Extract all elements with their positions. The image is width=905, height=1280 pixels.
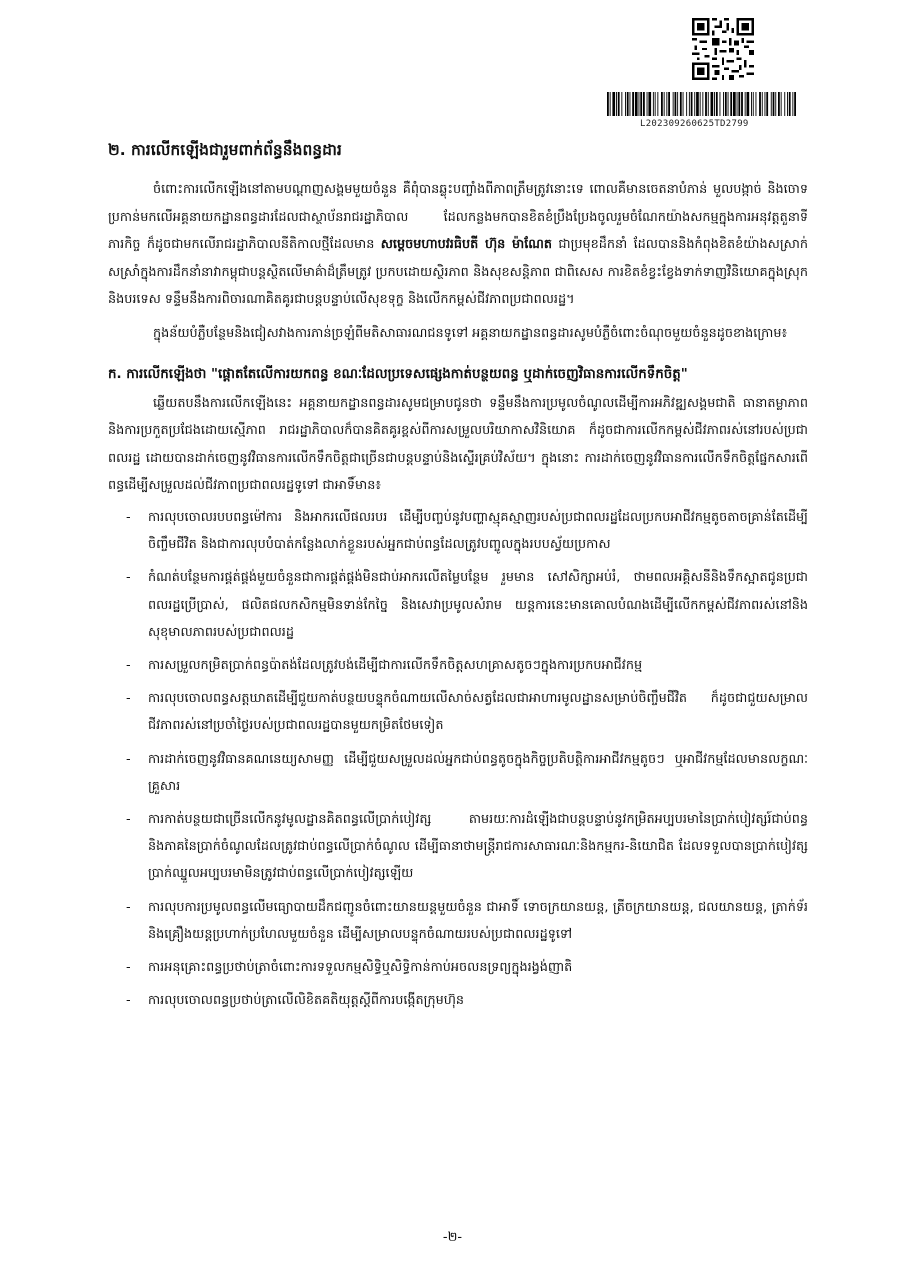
barcode-bar — [686, 92, 687, 116]
bullet-dash: - — [126, 993, 131, 1009]
bullet-dash: - — [126, 570, 131, 586]
barcode-bar — [771, 92, 772, 116]
barcode-bar — [661, 92, 663, 116]
barcode-bar — [677, 92, 678, 116]
barcode-bar — [664, 92, 665, 116]
section-title: ២. ការលើកឡើងជារួមពាក់ព័ន្ធនឹងពន្ធដារ — [108, 141, 342, 159]
bullet-dash: - — [126, 959, 131, 975]
bullet-dash: - — [126, 691, 131, 707]
barcode-bar — [781, 92, 782, 116]
list-item — [108, 746, 808, 800]
barcode-code: L202309260625TD2799 — [640, 119, 749, 129]
barcode-bar — [616, 92, 617, 116]
barcode-bar — [747, 92, 750, 116]
barcode-bar — [694, 92, 695, 116]
paragraph-2: ក្នុងន័យបំភ្លឺបន្ថែមនិងជៀសវាងការភាន់ច្រឡំពីមតិសាធារណជនទូទៅ អគ្គនាយកដ្ឋានពន្ធដារសូមបំភ្លឺចំពោះចំណុចមួយចំនួនដូចខាងក្រោម៖ — [153, 325, 788, 341]
list-item — [108, 652, 808, 679]
barcode-bar — [716, 92, 718, 116]
barcode-bar — [691, 92, 693, 116]
bullet-dash: - — [126, 657, 131, 673]
barcode-bar — [627, 92, 629, 116]
barcode-bar — [625, 92, 626, 116]
list-item — [108, 954, 808, 981]
page-number: -២- — [442, 1230, 463, 1245]
list-item — [108, 504, 808, 558]
barcode-bar — [612, 92, 615, 116]
barcode-bar — [762, 92, 763, 116]
paragraph-1-bold-name: សម្តេចមហាបវរធិបតី ហ៊ុន ម៉ាណែត — [380, 237, 553, 253]
barcode-bar — [725, 92, 727, 116]
barcode-bar — [640, 92, 642, 116]
barcode-bar — [723, 92, 724, 116]
barcode-bar — [657, 92, 658, 116]
barcode-bar — [751, 92, 752, 116]
list-item — [108, 894, 808, 948]
barcode-bar — [683, 92, 684, 116]
barcode-bar — [789, 92, 791, 116]
qr-code — [692, 18, 754, 80]
list-item — [108, 564, 808, 646]
list-item-text: ការដាក់ចេញនូវវិធានគណនេយ្យសាមញ្ញ ដើម្បីជួយសម្រួលដល់អ្នកជាប់ពន្ធតូចក្នុងកិច្ចប្រតិបត្តិការអាជីវកម្មតូចៗ ឬអាជីវកម្មដែលមានលក្ខណៈគ្រួសារ — [148, 751, 808, 794]
barcode-bar — [792, 92, 793, 116]
barcode-bar — [700, 92, 701, 116]
barcode-bar — [647, 92, 648, 116]
qr-code-graphic — [692, 18, 754, 80]
barcode-bar — [766, 92, 768, 116]
subsection-title: ក. ការលើកឡើងថា "ផ្តោតតែលើការយកពន្ធ ខណៈដែលប្រទេសផ្សេងកាត់បន្ថយពន្ធ ឬដាក់ចេញវិធានការលើកទឹកចិត្ត" — [108, 366, 688, 382]
barcode-bar — [711, 92, 714, 116]
barcode-bar — [753, 92, 754, 116]
barcode-bar — [759, 92, 761, 116]
barcode-bar — [794, 92, 796, 116]
barcode-bar — [680, 92, 682, 116]
list-item-text: ការកាត់បន្ថយជាច្រើនលើកនូវមូលដ្ឋានគិតពន្ធលើប្រាក់បៀវត្ស តាមរយៈការដំឡើងជាបន្តបន្ទាប់នូវកម្រិតអប្បបរមានៃប្រាក់បៀវត្សរ៍ជាប់ពន្ធ និងភាគនៃប្រាក់ចំណូលដែលត្រូវជាប់ពន្ធលើប្រាក់ចំណូល ដើម្បីធានាថាមន្ត្រីរាជការសាធារណៈនិងកម្មករ-និយោជិត ដែលទទួលបានប្រាក់បៀវត្សប្រាក់ឈ្នួលអប្បបរមាមិនត្រូវជាប់ពន្ធលើប្រាក់បៀវត្សឡើយ — [148, 811, 808, 882]
barcode — [606, 92, 796, 116]
barcode-bar — [673, 92, 674, 116]
barcode-bar — [643, 92, 645, 116]
list-item-text: កំណត់បន្ថែមការផ្គត់ផ្គង់មួយចំនួនជាការផ្គត់ផ្គង់មិនជាប់អាករលើតម្លៃបន្ថែម រួមមាន សៅសិក្សាអប់រំ, ថាមពលអគ្គិសនីនិងទឹកស្អាតជូនប្រជាពលរដ្ឋប្រើប្រាស់, ផលិតផលកសិកម្មមិនទាន់កែច្នៃ និងសេវាប្រមូលសំរាម យន្តការនេះមានគោលបំណងដើម្បីលើកកម្ពស់ជីវភាពរស់នៅនិងសុខុមាលភាពរបស់ប្រជាពលរដ្ឋ — [148, 570, 808, 640]
barcode-bar — [705, 92, 707, 116]
barcode-bar — [653, 92, 654, 116]
bullet-dash: - — [126, 751, 131, 767]
barcode-bar — [689, 92, 690, 116]
barcode-bar — [635, 92, 638, 116]
barcode-bar — [784, 92, 785, 116]
paragraph-1-after: ជាប្រមុខដឹកនាំ ដែលបាននិងកំពុងខិតខំយ៉ាងសស្រាក់សស្រាំក្នុងការដឹកនាំនាវាកម្ពុជាបន្តស្ថិតលើមាគ៌ាដ៏ត្រឹមត្រូវ ប្រកបដោយស្ថិរភាព និងសុខសន្តិភាព ជាពិសេស ការខិតខំខ្វះខ្វែងទាក់ទាញវិនិយោគក្នុងស្រុកនិងបរទេស ទន្ទឹមនឹងការពិចារណាគិតគូរជាបន្តបន្ទាប់លើសុខទុក្ខ និងលើកកម្ពស់ជីវភាពប្រជាពលរដ្ឋ។ — [108, 237, 809, 308]
document-body — [108, 138, 808, 1020]
barcode-bar — [741, 92, 743, 116]
barcode-bar — [775, 92, 776, 116]
barcode-bar — [696, 92, 699, 116]
list-item-text: ការអនុគ្រោះពន្ធប្រថាប់ត្រាចំពោះការទទួលកម្មសិទ្ធិឬសិទ្ធិកាន់កាប់អចលនទ្រព្យក្នុងរង្វង់ញាតិ — [148, 959, 573, 975]
barcode-bar — [708, 92, 709, 116]
list-item — [108, 685, 808, 739]
barcode-bar — [737, 92, 738, 116]
barcode-bar — [675, 92, 677, 116]
list-item-text: ការលុបចោលពន្ធប្រថាប់ត្រាលើលិខិតគតិយុត្តស្តីពីការបង្កើតក្រុមហ៊ុន — [148, 993, 465, 1009]
barcode-bar — [787, 92, 788, 116]
barcode-bar — [632, 92, 634, 116]
subsection-intro: ឆ្លើយតបនឹងការលើកឡើងនេះ អគ្គនាយកដ្ឋានពន្ធដារសូមជម្រាបជូនថា ទន្ទឹមនឹងការប្រមូលចំណូលដើម្បីការអភិវឌ្ឍសង្គមជាតិ ធានាតម្លាភាព និងការប្រកួតប្រជែងដោយស្មើភាព រាជរដ្ឋាភិបាលក៏បានគិតគូរខ្ពស់ពីការសម្រួលបរិយាកាសវិនិយោគ ក៏ដូចជាការលើកកម្ពស់ជីវភាពរស់នៅរបស់ប្រជាពលរដ្ឋ ដោយបានដាក់ចេញនូវវិធានការលើកទឹកចិត្តជាច្រើនជាបន្តបន្ទាប់និងស្ទើរគ្រប់វិស័យ។ ក្នុងនោះ ការដាក់ចេញនូវវិធានការលើកទឹកចិត្តផ្នែកសារពើពន្ធដើម្បីសម្រួលដល់ជីវភាពប្រជាពលរដ្ឋទូទៅ ជាអាទិ៍មាន៖ — [108, 395, 808, 494]
barcode-bar — [773, 92, 775, 116]
barcode-bar — [756, 92, 757, 116]
barcode-bar — [778, 92, 780, 116]
bullet-dash: - — [126, 899, 131, 915]
barcode-bar — [668, 92, 670, 116]
paragraph-1 — [108, 176, 808, 314]
barcode-bar — [730, 92, 732, 116]
barcode-bar — [610, 92, 611, 116]
barcode-bar — [655, 92, 656, 116]
barcode-bar — [733, 92, 736, 116]
barcode-bar — [728, 92, 729, 116]
barcode-graphic — [606, 92, 796, 116]
list-item-text: ការលុបចោលរបបពន្ធម៉ៅការ និងអាករលើផលរបរ ដើម្បីបញ្ចប់នូវបញ្ហាស្មុគស្មាញរបស់ប្រជាពលរដ្ឋដែលប្រកបអាជីវកម្មតូចតាចគ្រាន់តែដើម្បីចិញ្ចឹមជីវិត និងជាការលុបបំបាត់កន្លែងលាក់ខ្លួនរបស់អ្នកជាប់ពន្ធដែលត្រូវបញ្ចូលក្នុងរបបស្វ័យប្រកាស — [148, 509, 808, 553]
list-item-text: ការលុបការប្រមូលពន្ធលើមធ្យោបាយដឹកជញ្ជូនចំពោះយានយន្តមួយចំនួន ជាអាទិ៍ ទោចក្រយានយន្ត, ត្រីចក្រយានយន្ត, ជលយានយន្ត, ត្រាក់ទ័រ និងគ្រឿងយន្តប្រហាក់ប្រហែលមួយចំនួន ដើម្បីសម្រាលបន្ទុកចំណាយរបស់ប្រជាពលរដ្ឋទូទៅ — [148, 899, 808, 942]
list-item — [108, 806, 808, 888]
barcode-bar — [666, 92, 667, 116]
barcode-bar — [630, 92, 631, 116]
list-item-text: ការសម្រួលកម្រិតប្រាក់ពន្ធប៉ាតង់ដែលត្រូវបង់ដើម្បីជាការលើកទឹកចិត្តសហគ្រាសតូចៗក្នុងការប្រកបអាជីវកម្ម — [148, 657, 643, 673]
list-item — [108, 987, 808, 1014]
barcode-bar — [639, 92, 640, 116]
barcode-bar — [720, 92, 721, 116]
bullet-dash: - — [126, 811, 131, 827]
barcode-bar — [702, 92, 703, 116]
bullet-dash: - — [126, 509, 131, 525]
barcode-bar — [618, 92, 620, 116]
list-item-text: ការលុបចោលពន្ធសត្តឃាតដើម្បីជួយកាត់បន្ថយបន្ទុកចំណាយលើសាច់សត្វដែលជាអាហារមូលដ្ឋានសម្រាប់ចិញ្ចឹមជីវិត ក៏ដូចជាជួយសម្រាលជីវភាពរស់នៅប្រចាំថ្ងៃរបស់ប្រជាពលរដ្ឋបានមួយកម្រិតថែមទៀត — [148, 691, 808, 734]
barcode-bar — [648, 92, 651, 116]
barcode-bar — [607, 92, 609, 116]
barcode-bar — [765, 92, 766, 116]
paragraph-1-before: ចំពោះការលើកឡើងនៅតាមបណ្ដាញសង្គមមួយចំនួន គឺពុំបានឆ្លុះបញ្ចាំងពីភាពត្រឹមត្រូវនោះទេ ពោលគឺមានចេតនាបំភាន់ មួលបង្កាច់ និងចោទប្រកាន់មកលើអគ្គនាយកដ្ឋានពន្ធដារដែលជាស្ថាប័នរាជរដ្ឋាភិបាល ដែលកន្លងមកបានខិតខំប្រឹងប្រែងចូលរួមចំណែកយ៉ាងសកម្មក្នុងការអនុវត្តតួនាទីភារកិច្ច ក៏ដូចជាមកលើរាជរដ្ឋាភិបាលនីតិកាលថ្មីដែលមាន — [108, 182, 808, 253]
barcode-bar — [738, 92, 740, 116]
barcode-bar — [621, 92, 622, 116]
barcode-bar — [714, 92, 715, 116]
measures-list — [108, 504, 808, 1014]
barcode-bar — [745, 92, 746, 116]
